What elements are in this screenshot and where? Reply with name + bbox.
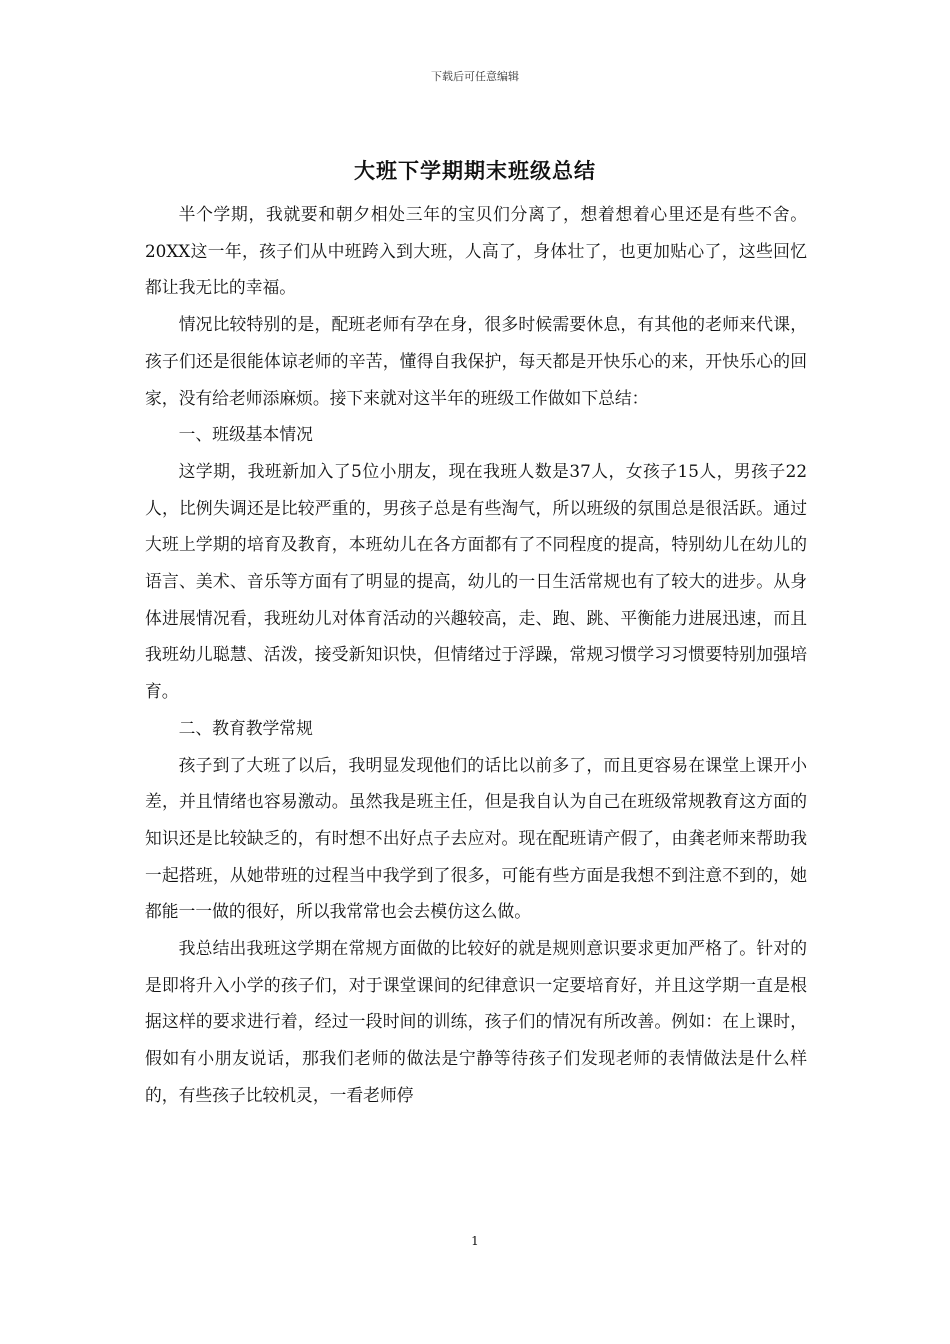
section-heading-class-info: 一、班级基本情况 (178, 424, 313, 445)
page-header: 下载后可任意编辑 (431, 70, 519, 83)
paragraph-intro: 半个学期，我就要和朝夕相处三年的宝贝们分离了，想着想着心里还是有些不舍。20XX这一年，孩子们从中班跨入到大班，人高了，身体壮了，也更加贴心了，这些回忆都让我无比的幸福。 (145, 204, 807, 298)
paragraph-situation: 情况比较特别的是，配班老师有孕在身，很多时候需要休息，有其他的老师来代课，孩子们还是很能体谅老师的辛苦，懂得自我保护，每天都是开快乐心的来，开快乐心的回家，没有给老师添麻烦。接下来就对这半年的班级工作做如下总结： (145, 314, 807, 408)
paragraph-rules-awareness: 我总结出我班这学期在常规方面做的比较好的就是规则意识要求更加严格了。针对的是即将升入小学的孩子们，对于课堂课间的纪律意识一定要培育好，并且这学期一直是根据这样的要求进行着，经过一段时间的训练，孩子们的情况有所改善。例如：在上课时，假如有小朋友说话，那我们老师的做法是宁静等待孩子们发现老师的表情做法是什么样的，有些孩子比较机灵，一看老师停 (145, 938, 807, 1105)
section-heading-teaching-routine: 二、教育教学常规 (178, 717, 313, 738)
document-title: 大班下学期期末班级总结 (354, 159, 596, 183)
paragraph-teaching-routine: 孩子到了大班了以后，我明显发现他们的话比以前多了，而且更容易在课堂上课开小差，并且情绪也容易激动。虽然我是班主任，但是我自认为自己在班级常规教育这方面的知识还是比较缺乏的，有时想不出好点子去应对。现在配班请产假了，由龚老师来帮助我一起搭班，从她带班的过程当中我学到了很多，可能有些方面是我想不到注意不到的，她都能一一做的很好，所以我常常也会去模仿这么做。 (145, 754, 807, 922)
page-number: 1 (471, 1234, 479, 1248)
document-body (145, 196, 807, 1114)
paragraph-class-info: 这学期，我班新加入了5位小朋友，现在我班人数是37人，女孩子15人，男孩子22人，比例失调还是比较严重的，男孩子总是有些淘气，所以班级的氛围总是很活跃。通过大班上学期的培育及教育，本班幼儿在各方面都有了不同程度的提高，特别幼儿在幼儿的语言、美术、音乐等方面有了明显的提高，幼儿的一日生活常规也有了较大的进步。从身体进展情况看，我班幼儿对体育活动的兴趣较高，走、跑、跳、平衡能力进展迅速，而且我班幼儿聪慧、活泼，接受新知识快，但情绪过于浮躁，常规习惯学习习惯要特别加强培育。 (145, 460, 807, 702)
